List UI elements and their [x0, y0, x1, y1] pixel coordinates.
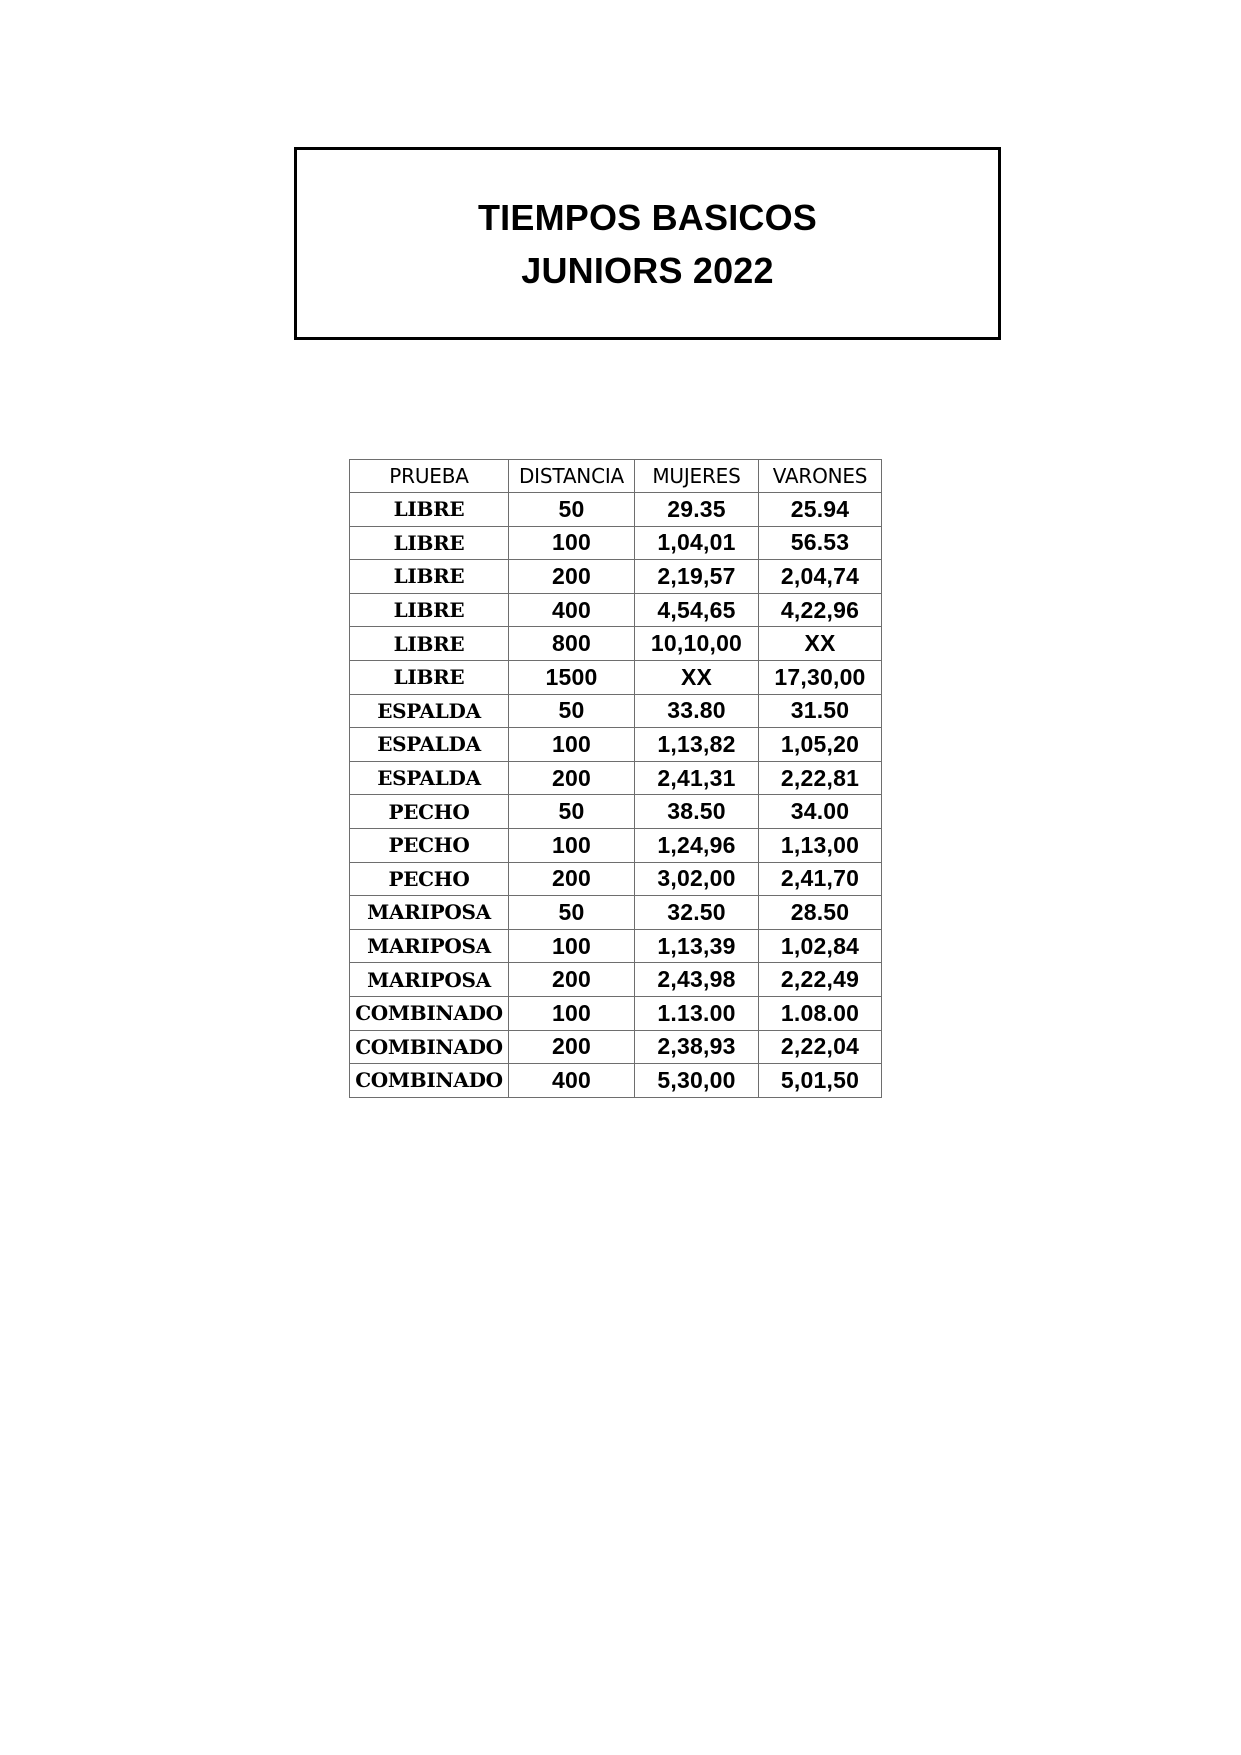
cell-mujeres: 4,54,65	[635, 593, 759, 627]
cell-distancia: 200	[509, 862, 635, 896]
cell-prueba: COMBINADO	[350, 996, 509, 1030]
document-subtitle: JUNIORS 2022	[521, 249, 774, 291]
cell-prueba: LIBRE	[350, 660, 509, 694]
table-row	[350, 896, 882, 930]
cell-prueba: ESPALDA	[350, 761, 509, 795]
cell-mujeres: 2,38,93	[635, 1030, 759, 1064]
cell-mujeres: 32.50	[635, 896, 759, 930]
cell-mujeres: 1,24,96	[635, 828, 759, 862]
cell-prueba: COMBINADO	[350, 1030, 509, 1064]
document-title: TIEMPOS BASICOS	[477, 196, 818, 238]
cell-mujeres: 5,30,00	[635, 1064, 759, 1098]
cell-mujeres: 1,04,01	[635, 526, 759, 560]
table-row	[350, 526, 882, 560]
title-box	[294, 147, 1001, 340]
table-header-row	[350, 460, 882, 493]
table-row	[350, 1030, 882, 1064]
cell-mujeres: 10,10,00	[635, 627, 759, 661]
cell-distancia: 200	[509, 761, 635, 795]
cell-mujeres: 33.80	[635, 694, 759, 728]
cell-prueba: PECHO	[350, 862, 509, 896]
table-row	[350, 963, 882, 997]
cell-mujeres: 2,19,57	[635, 560, 759, 594]
cell-distancia: 100	[509, 828, 635, 862]
cell-distancia: 50	[509, 694, 635, 728]
table-body	[350, 493, 882, 1098]
cell-distancia: 100	[509, 929, 635, 963]
cell-prueba: PECHO	[350, 828, 509, 862]
cell-distancia: 100	[509, 728, 635, 762]
table-row	[350, 996, 882, 1030]
cell-varones: 1,13,00	[759, 828, 882, 862]
cell-varones: 34.00	[759, 795, 882, 829]
cell-varones: 31.50	[759, 694, 882, 728]
table-row	[350, 694, 882, 728]
table-row	[350, 593, 882, 627]
cell-distancia: 800	[509, 627, 635, 661]
table-row	[350, 627, 882, 661]
table-row	[350, 728, 882, 762]
cell-prueba: MARIPOSA	[350, 929, 509, 963]
cell-prueba: COMBINADO	[350, 1064, 509, 1098]
times-table	[349, 459, 882, 1098]
table-row	[350, 493, 882, 527]
cell-varones: 2,22,04	[759, 1030, 882, 1064]
header-prueba: PRUEBA	[350, 460, 509, 493]
cell-prueba: MARIPOSA	[350, 963, 509, 997]
cell-distancia: 1500	[509, 660, 635, 694]
cell-prueba: LIBRE	[350, 526, 509, 560]
cell-distancia: 200	[509, 963, 635, 997]
cell-mujeres: 3,02,00	[635, 862, 759, 896]
cell-prueba: LIBRE	[350, 627, 509, 661]
cell-prueba: MARIPOSA	[350, 896, 509, 930]
cell-mujeres: 1,13,39	[635, 929, 759, 963]
cell-distancia: 50	[509, 896, 635, 930]
cell-prueba: LIBRE	[350, 593, 509, 627]
table-row	[350, 1064, 882, 1098]
cell-prueba: ESPALDA	[350, 694, 509, 728]
cell-mujeres: 29.35	[635, 493, 759, 527]
cell-mujeres: 2,43,98	[635, 963, 759, 997]
header-distancia: DISTANCIA	[509, 460, 635, 493]
cell-varones: 17,30,00	[759, 660, 882, 694]
cell-prueba: LIBRE	[350, 493, 509, 527]
table-row	[350, 929, 882, 963]
cell-varones: 28.50	[759, 896, 882, 930]
header-mujeres: MUJERES	[635, 460, 759, 493]
cell-mujeres: 38.50	[635, 795, 759, 829]
table-row	[350, 795, 882, 829]
cell-prueba: PECHO	[350, 795, 509, 829]
cell-distancia: 200	[509, 560, 635, 594]
cell-varones: 4,22,96	[759, 593, 882, 627]
cell-varones: 2,22,81	[759, 761, 882, 795]
table-row	[350, 862, 882, 896]
cell-distancia: 400	[509, 593, 635, 627]
cell-varones: 2,04,74	[759, 560, 882, 594]
cell-distancia: 400	[509, 1064, 635, 1098]
cell-mujeres: XX	[635, 660, 759, 694]
cell-varones: 1,02,84	[759, 929, 882, 963]
cell-distancia: 50	[509, 493, 635, 527]
cell-mujeres: 1.13.00	[635, 996, 759, 1030]
cell-prueba: LIBRE	[350, 560, 509, 594]
cell-varones: 56.53	[759, 526, 882, 560]
cell-varones: 5,01,50	[759, 1064, 882, 1098]
cell-distancia: 50	[509, 795, 635, 829]
cell-prueba: ESPALDA	[350, 728, 509, 762]
cell-mujeres: 1,13,82	[635, 728, 759, 762]
cell-distancia: 100	[509, 996, 635, 1030]
cell-varones: 1,05,20	[759, 728, 882, 762]
table-row	[350, 761, 882, 795]
cell-distancia: 200	[509, 1030, 635, 1064]
cell-varones: 2,41,70	[759, 862, 882, 896]
table-row	[350, 560, 882, 594]
cell-distancia: 100	[509, 526, 635, 560]
cell-mujeres: 2,41,31	[635, 761, 759, 795]
cell-varones: 2,22,49	[759, 963, 882, 997]
cell-varones: 1.08.00	[759, 996, 882, 1030]
table-row	[350, 660, 882, 694]
table-row	[350, 828, 882, 862]
header-varones: VARONES	[759, 460, 882, 493]
cell-varones: 25.94	[759, 493, 882, 527]
cell-varones: XX	[759, 627, 882, 661]
